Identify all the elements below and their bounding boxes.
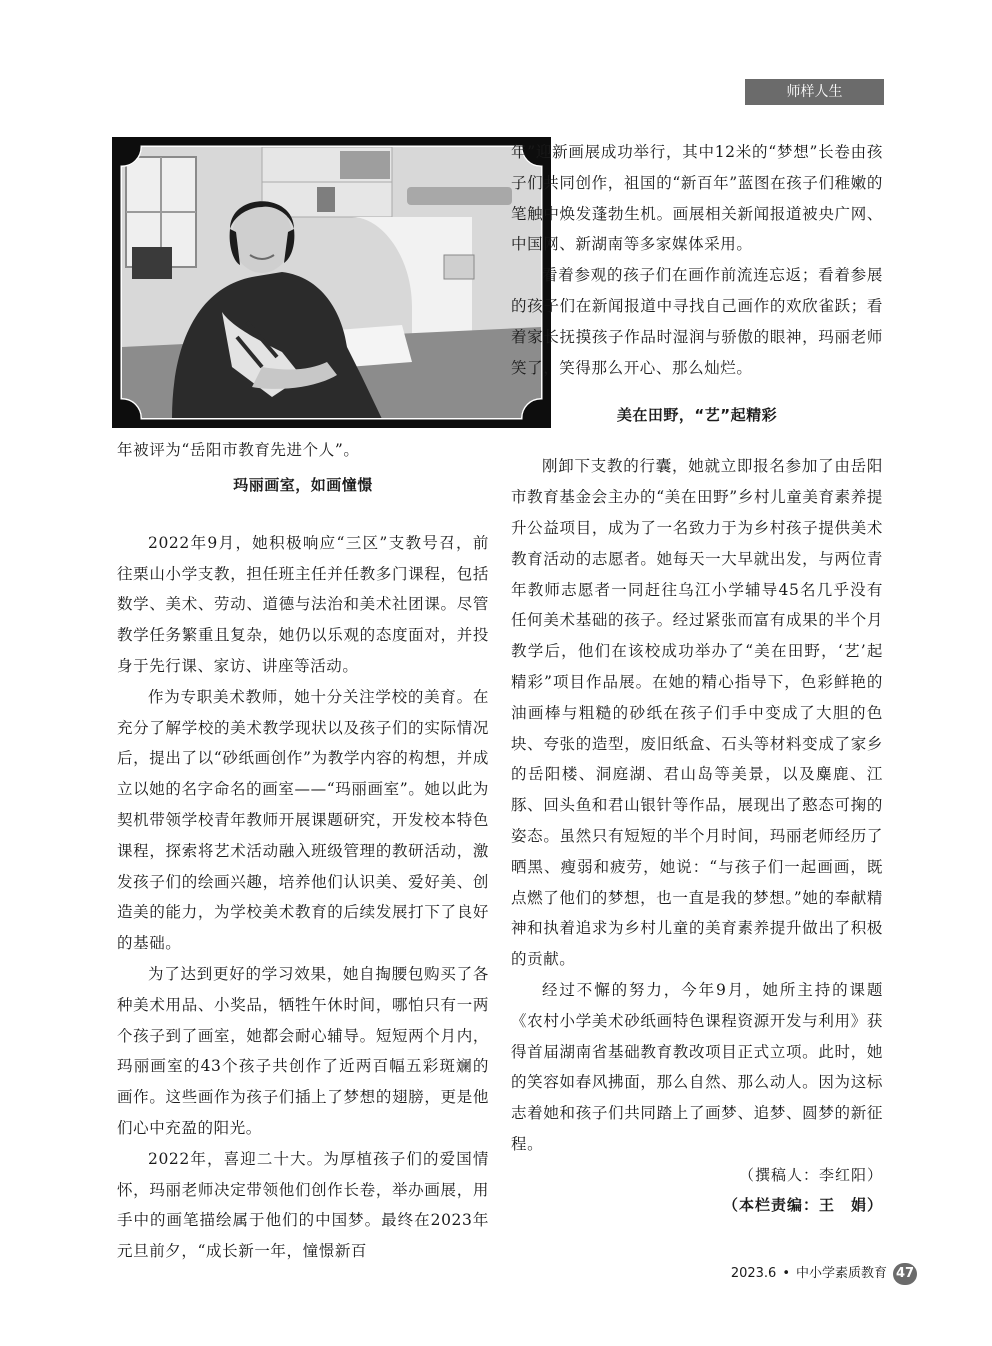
journal-name: 中小学素质教育 <box>795 1266 887 1281</box>
section-heading-mali-studio: 玛丽画室，如画憧憬 <box>233 475 373 494</box>
teacher-photo <box>112 137 551 428</box>
body-paragraph: 2022年9月，她积极响应“三区”支教号召，前往栗山小学支教，担任班主任并任教多门课程，包括数学、美术、劳动、道德与法治和美术社团课。尽管教学任务繁重且复杂，她仍以乐观的态度面对，并投身于先行课、家访、讲座等活动。 <box>117 533 489 675</box>
body-paragraph: 2022年，喜迎二十大。为厚植孩子们的爱国情怀，玛丽老师决定带领他们创作长卷，举办画展，用手中的画笔描绘属于他们的中国梦。最终在2023年元旦前夕，“成长新一年，憧憬新百 <box>117 1149 489 1261</box>
body-paragraph: 刚卸下支教的行囊，她就立即报名参加了由岳阳市教育基金会主办的“美在田野”乡村儿童美育素养提升公益项目，成为了一名致力于为乡村孩子提供美术教育活动的志愿者。她每天一大早就出发，与两位青年教师志愿者一同赶往乌江小学辅导45名几乎没有任何美术基础的孩子。经过紧张而富有成果的半个月教学后，他们在该校成功举办了“美在田野，‘艺’起精彩”项目作品展。在她的精心指导下，色彩鲜艳的油画棒与粗糙的砂纸在孩子们手中变成了大胆的色块、夸张的造型，废旧纸盒、石头等材料变成了家乡的岳阳楼、洞庭湖、君山岛等美景，以及麋鹿、江豚、回头鱼和君山银针等作品，展现出了憨态可掬的姿态。虽然只有短短的半个月时间，玛丽老师经历了晒黑、瘦弱和疲劳，她说：“与孩子们一起画画，既点燃了他们的梦想，也一直是我的梦想。”她的奉献精神和执着追求为乡村儿童的美育素养提升做出了积极的贡献。 <box>511 457 883 969</box>
editor-credit: （本栏责编：王 娟） <box>722 1195 883 1214</box>
page-number: 47 <box>893 1263 917 1285</box>
right-column <box>511 137 883 1220</box>
issue-date: 2023.6 <box>730 1266 777 1281</box>
body-paragraph: 为了达到更好的学习效果，她自掏腰包购买了各种美术用品、小奖品，牺牲午休时间，哪怕只有一两个孩子到了画室，她都会耐心辅导。短短两个月内，玛丽画室的43个孩子共创作了近两百幅五彩斑斓的画作。这些画作为孩子们插上了梦想的翅膀，更是他们心中充盈的阳光。 <box>117 964 489 1137</box>
author-byline: （撰稿人：李红阳） <box>738 1165 883 1184</box>
right-continuation-paragraph: 年”迎新画展成功举行，其中12米的“梦想”长卷由孩子们共同创作，祖国的“新百年”蓝图在孩子们稚嫩的笔触中焕发蓬勃生机。画展相关新闻报道被央广网、中国网、新湖南等多家媒体采用。 <box>511 143 883 254</box>
left-column <box>117 435 489 1267</box>
page-footer <box>731 1262 917 1286</box>
body-paragraph: 看着参观的孩子们在画作前流连忘返；看着参展的孩子们在新闻报道中寻找自己画作的欢欣雀跃；看着家长抚摸孩子作品时湿润与骄傲的眼神，玛丽老师笑了，笑得那么开心、那么灿烂。 <box>511 266 883 377</box>
section-heading-beauty-in-fields: 美在田野，“艺”起精彩 <box>616 406 778 425</box>
footer-separator: • <box>782 1266 790 1281</box>
left-continuation-paragraph: 年被评为“岳阳市教育先进个人”。 <box>117 441 360 459</box>
body-paragraph: 作为专职美术教师，她十分关注学校的美育。在充分了解学校的美术教学现状以及孩子们的实际情况后，提出了以“砂纸画创作”为教学内容的构想，并成立以她的名字命名的画室——“玛丽画室”。她以此为契机带领学校青年教师开展课题研究，开发校本特色课程，探索将艺术活动融入班级管理的教研活动，激发孩子们的绘画兴趣，培养他们认识美、爱好美、创造美的能力，为学校美术教育的后续发展打下了良好的基础。 <box>117 687 489 953</box>
body-paragraph: 经过不懈的努力，今年9月，她所主持的课题《农村小学美术砂纸画特色课程资源开发与利用》获得首届湖南省基础教育教改项目正式立项。此时，她的笑容如春风拂面，那么自然、那么动人。因为这标志着她和孩子们共同踏上了画梦、追梦、圆梦的新征程。 <box>511 980 883 1153</box>
column-tag: 师样人生 <box>745 79 884 105</box>
